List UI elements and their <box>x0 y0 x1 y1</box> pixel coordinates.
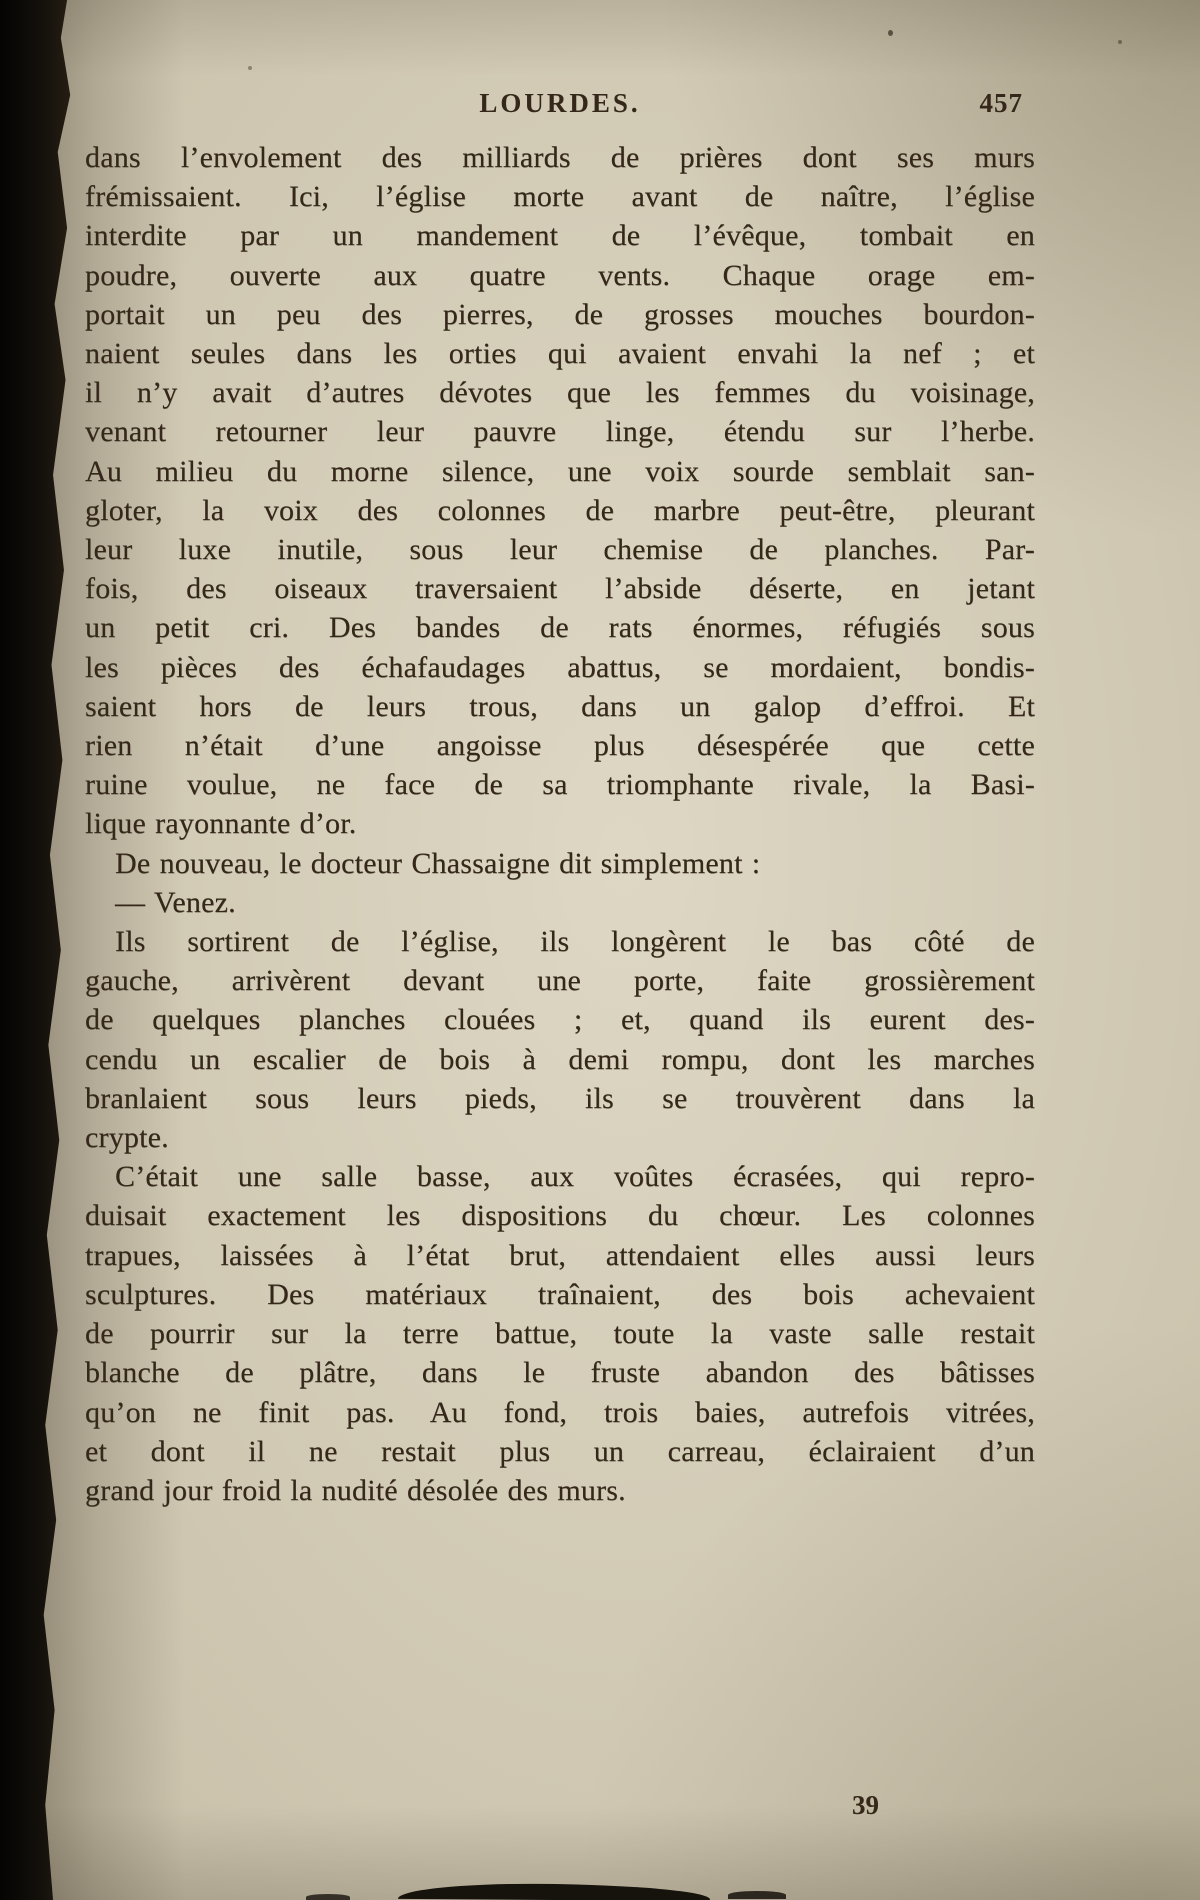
text-line: gloter, la voix des colonnes de marbre peut-être, pleurant <box>85 493 1035 527</box>
paragraph <box>85 844 1035 883</box>
text-line: — Venez. <box>115 885 236 919</box>
text-line: Ils sortirent de l’église, ils longèrent le bas côté de <box>115 925 1035 959</box>
running-title: LOURDES. <box>479 88 641 118</box>
text-line: poudre, ouverte aux quatre vents. Chaque orage em- <box>85 258 1035 292</box>
scan-artifact <box>728 1891 786 1899</box>
paragraph <box>85 922 1035 1157</box>
text-line: blanche de plâtre, dans le fruste abandon des bâtisses <box>85 1356 1035 1390</box>
text-line: les pièces des échafaudages abattus, se mordaient, bondis- <box>85 650 1035 684</box>
text-line: crypte. <box>85 1121 169 1155</box>
page-number: 457 <box>979 88 1023 118</box>
text-line: un petit cri. Des bandes de rats énormes, réfugiés sous <box>85 611 1035 645</box>
text-line: et dont il ne restait plus un carreau, éclairaient d’un <box>85 1434 1035 1468</box>
text-line: fois, des oiseaux traversaient l’abside déserte, en jetant <box>85 572 1035 606</box>
scan-artifact <box>306 1894 350 1900</box>
page-header <box>85 88 1035 128</box>
text-line: De nouveau, le docteur Chassaigne dit simplement : <box>115 846 761 880</box>
text-line: cendu un escalier de bois à demi rompu, dont les marches <box>85 1042 1035 1076</box>
text-line: saient hors de leurs trous, dans un galop d’effroi. Et <box>85 689 1035 723</box>
text-line: portait un peu des pierres, de grosses mouches bourdon- <box>85 297 1035 331</box>
signature-number: 39 <box>852 1790 879 1820</box>
text-line: de pourrir sur la terre battue, toute la vaste salle restait <box>85 1317 1035 1351</box>
text-line: rien n’était d’une angoisse plus désespérée que cette <box>85 729 1035 763</box>
text-line: de quelques planches clouées ; et, quand ils eurent des- <box>85 1003 1035 1037</box>
paragraph <box>85 1157 1035 1510</box>
paragraph <box>85 883 1035 922</box>
paragraph <box>85 138 1035 844</box>
text-line: venant retourner leur pauvre linge, étendu sur l’herbe. <box>85 415 1035 449</box>
text-line: grand jour froid la nudité désolée des murs. <box>85 1473 626 1507</box>
text-line: qu’on ne finit pas. Au fond, trois baies, autrefois vitrées, <box>85 1395 1035 1429</box>
text-line: C’était une salle basse, aux voûtes écrasées, qui repro- <box>115 1160 1035 1194</box>
text-line: branlaient sous leurs pieds, ils se trouvèrent dans la <box>85 1081 1035 1115</box>
text-line: dans l’envolement des milliards de prières dont ses murs <box>85 141 1035 174</box>
text-line: interdite par un mandement de l’évêque, tombait en <box>85 219 1035 253</box>
text-block <box>85 138 1035 1510</box>
text-line: naient seules dans les orties qui avaient envahi la nef ; et <box>85 337 1035 371</box>
text-line: trapues, laissées à l’état brut, attendaient elles aussi leurs <box>85 1238 1035 1272</box>
text-line: frémissaient. Ici, l’église morte avant de naître, l’église <box>85 180 1035 214</box>
binding-shadow-edge <box>0 0 78 1900</box>
text-line: leur luxe inutile, sous leur chemise de planches. Par- <box>85 533 1035 567</box>
scan-speck <box>888 30 893 36</box>
scan-artifact <box>398 1883 710 1900</box>
text-line: gauche, arrivèrent devant une porte, faite grossièrement <box>85 964 1035 998</box>
scan-speck <box>1118 40 1122 44</box>
scan-speck <box>248 66 252 70</box>
text-line: ruine voulue, ne face de sa triomphante rivale, la Basi- <box>85 768 1035 802</box>
text-line: il n’y avait d’autres dévotes que les femmes du voisinage, <box>85 376 1035 410</box>
text-line: lique rayonnante d’or. <box>85 807 357 841</box>
text-line: sculptures. Des matériaux traînaient, des bois achevaient <box>85 1277 1035 1311</box>
text-line: Au milieu du morne silence, une voix sourde semblait san- <box>85 454 1035 488</box>
text-line: duisait exactement les dispositions du chœur. Les colonnes <box>85 1199 1035 1233</box>
